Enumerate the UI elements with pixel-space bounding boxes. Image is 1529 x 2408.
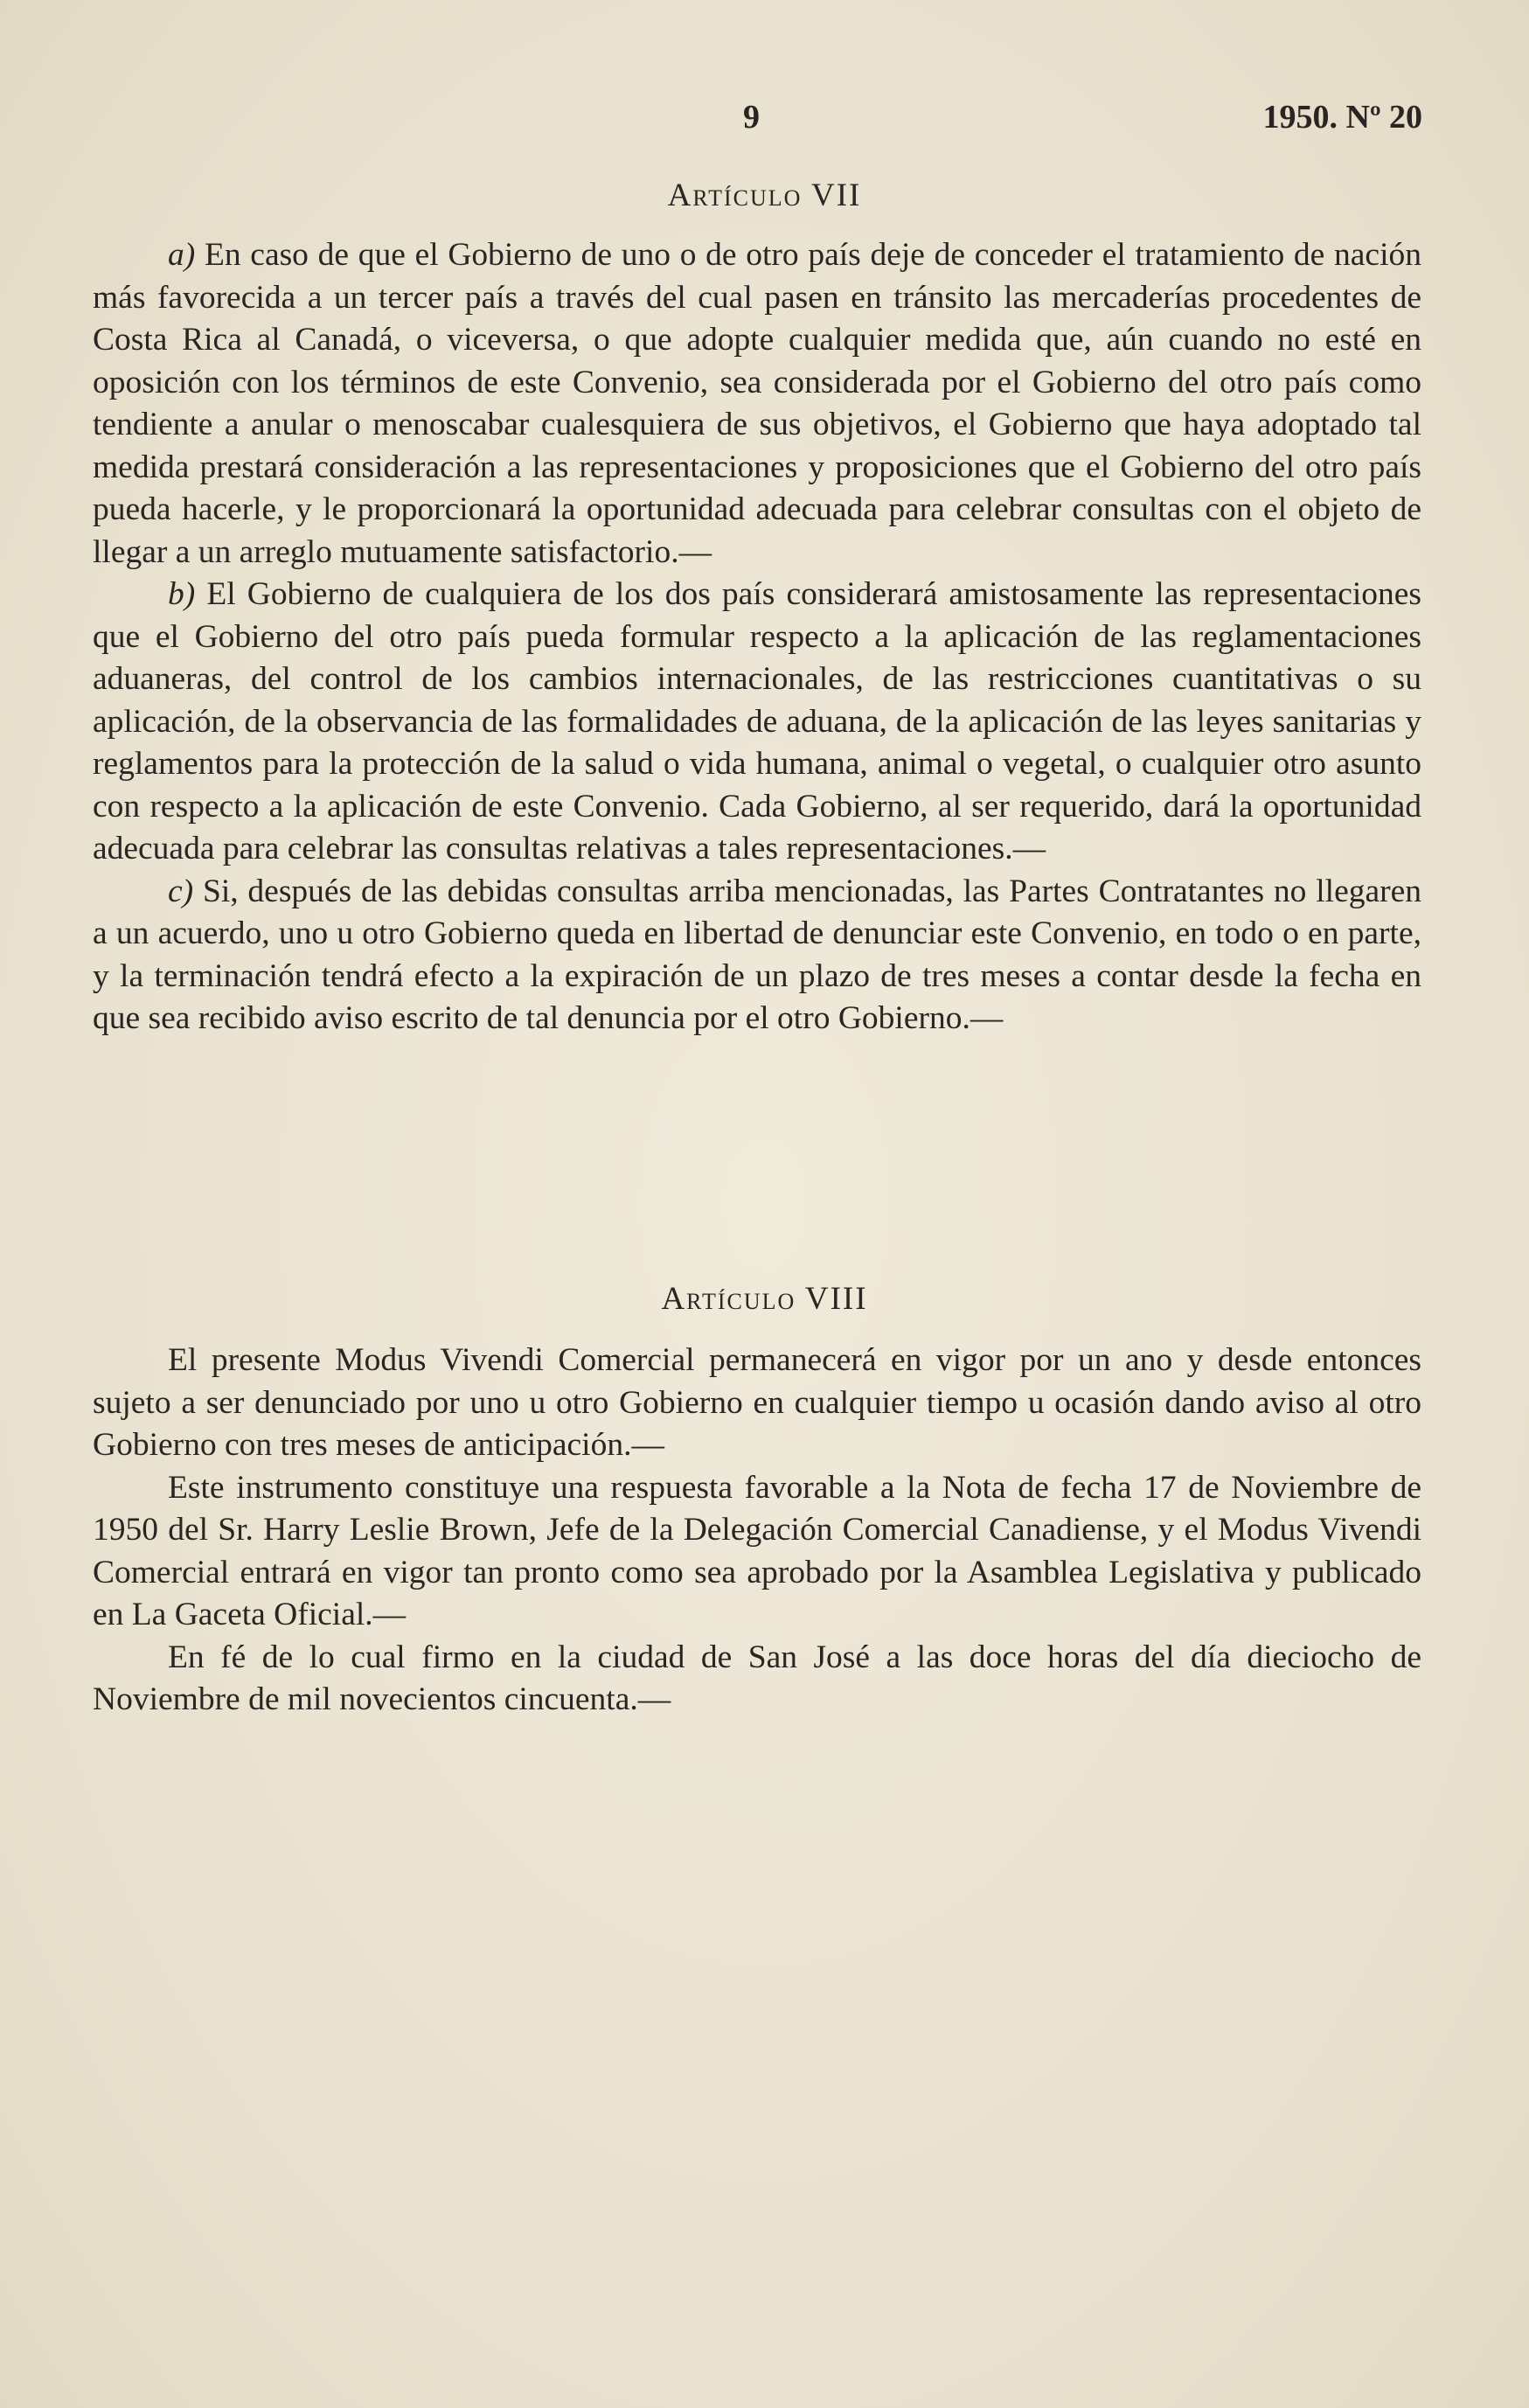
article-vii-body [93, 234, 1421, 1040]
paragraph-c-text: Si, después de las debidas consultas arriba mencionadas, las Partes Contratantes no llegaren a un acuerdo, uno u otro Gobierno queda en libertad de denunciar este Convenio, en todo o en parte, y la terminación tendrá efecto a la expiración de un plazo de tres meses a contar desde la fecha en que sea recibido aviso escrito de tal denuncia por el otro Gobierno.— [93, 873, 1421, 1036]
paragraph-a-letter: a) [168, 237, 196, 273]
page-header [0, 98, 1529, 142]
paragraph-b-text: El Gobierno de cualquiera de los dos país considerará amistosamente las representaciones que el Gobierno del otro país pueda formular respecto a la aplicación de las reglamentaciones aduaneras, del control de los cambios internacionales, de las restricciones cuantitativas o su aplicación, de la observancia de las formalidades de aduana, de la aplicación de las leyes sanitarias y reglamentos para la protección de la salud o vida humana, animal o vegetal, o cualquier otro asunto con respecto a la aplicación de este Convenio. Cada Gobierno, al ser requerido, dará la oportunidad adecuada para celebrar las consultas relativas a tales representaciones.— [93, 576, 1421, 866]
article-vii-heading [0, 177, 1529, 214]
issue-label: 1950. Nº 20 [1262, 99, 1422, 136]
article-vii-paragraph-c [93, 871, 1421, 1040]
paragraph-c-letter: c) [168, 873, 194, 909]
article-viii-paragraph-1: El presente Modus Vivendi Comercial permanecerá en vigor por un ano y desde entonces sujeto a ser denunciado por uno u otro Gobierno en cualquier tiempo u ocasión dando aviso al otro Gobierno con tres meses de anticipación.— [93, 1342, 1421, 1463]
paragraph-a-text: En caso de que el Gobierno de uno o de otro país deje de conceder el tratamiento de nación más favorecida a un tercer país a través del cual pasen en tránsito las mercaderías procedentes de Costa Rica al Canadá, o viceversa, o que adopte cualquier medida que, aún cuando no esté en oposición con los términos de este Convenio, sea considerada por el Gobierno del otro país como tendiente a anular o menoscabar cualesquiera de sus objetivos, el Gobierno que haya adoptado tal medida prestará consideración a las representaciones y proposiciones que el Gobierno del otro país pueda hacerle, y le proporcionará la oportunidad adecuada para celebrar consultas con el objeto de llegar a un arreglo mutuamente satisfactorio.— [93, 237, 1421, 570]
article-vii-paragraph-b [93, 574, 1421, 871]
page-number: 9 [743, 99, 760, 136]
article-viii-paragraph-2: Este instrumento constituye una respuesta favorable a la Nota de fecha 17 de Noviembre de 1950 del Sr. Harry Leslie Brown, Jefe de la Delegación Comercial Canadiense, y el Modus Vivendi Comercial entrará en vigor tan pronto como sea aprobado por la Asamblea Legislativa y publicado en La Gaceta Oficial.— [93, 1469, 1421, 1632]
article-viii-heading-text: Artículo VIII [661, 1281, 868, 1317]
paragraph-b-letter: b) [168, 576, 196, 612]
article-viii-paragraph-3: En fé de lo cual firmo en la ciudad de San José a las doce horas del día dieciocho de Noviembre de mil novecientos cincuenta.— [93, 1639, 1421, 1717]
article-vii-heading-text: Artículo VII [667, 177, 862, 213]
article-viii-body [93, 1340, 1421, 1722]
article-viii-heading [0, 1280, 1529, 1318]
article-vii-paragraph-a [93, 234, 1421, 574]
